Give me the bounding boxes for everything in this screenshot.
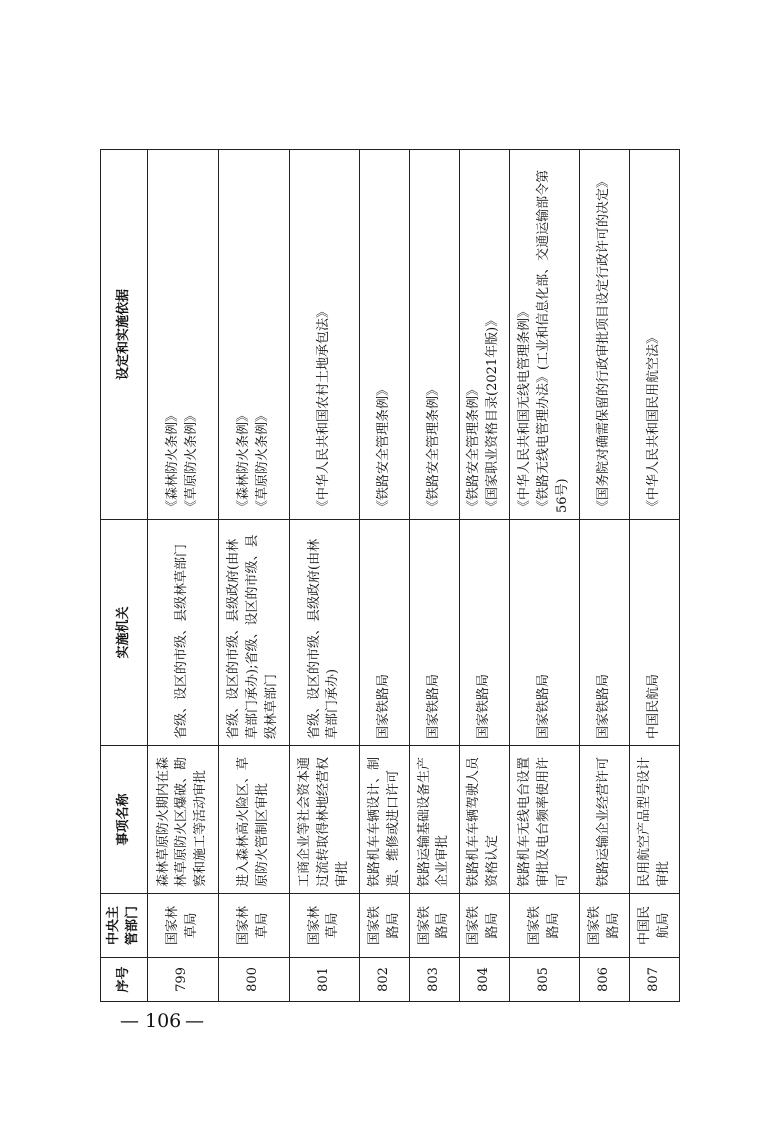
table-row — [289, 150, 360, 1002]
page-number — [120, 1010, 204, 1040]
cell-item: 民用航空产品型号设计审批 — [630, 746, 680, 894]
cell-item: 铁路机车车辆驾驶人员资格认定 — [459, 746, 509, 894]
basis-line: 《铁路无线电管理办法》(工业和信息化部、交通运输部令第56号) — [536, 169, 570, 513]
basis-line: 《草原防火条例》 — [183, 408, 199, 513]
cell-dept: 中国民航局 — [630, 894, 680, 958]
basis-line: 《国家职业资格目录(2021年版)》 — [485, 313, 501, 513]
cell-item: 工商企业等社会资本通过流转取得林地经营权审批 — [289, 746, 360, 894]
cell-agency: 省级、设区的市级、县级林草部门 — [148, 520, 219, 746]
cell-basis — [360, 150, 410, 520]
page-number-value: 106 — [145, 1010, 182, 1032]
cell-item: 铁路运输企业经营许可 — [580, 746, 630, 894]
table-row — [459, 150, 509, 1002]
basis-line: 《森林防火条例》 — [165, 408, 181, 513]
cell-agency: 国家铁路局 — [509, 520, 580, 746]
cell-basis — [148, 150, 219, 520]
page-number-dash-left: — — [120, 1010, 139, 1032]
cell-agency: 省级、设区的市级、县级政府(由林草部门承办) — [289, 520, 360, 746]
cell-basis — [459, 150, 509, 520]
cell-dept: 国家铁路局 — [410, 894, 460, 958]
cell-basis — [218, 150, 289, 520]
table-row — [410, 150, 460, 1002]
header-item: 事项名称 — [101, 746, 148, 894]
table-row — [218, 150, 289, 1002]
cell-item: 进入森林高火险区、草原防火管制区审批 — [218, 746, 289, 894]
table-row — [630, 150, 680, 1002]
header-dept: 中央主管部门 — [101, 894, 148, 958]
table-row — [148, 150, 219, 1002]
cell-basis — [410, 150, 460, 520]
table-row — [580, 150, 630, 1002]
table-header-row — [101, 150, 148, 1002]
cell-agency: 国家铁路局 — [410, 520, 460, 746]
basis-line: 《中华人民共和国民用航空法》 — [646, 330, 662, 513]
cell-agency: 国家铁路局 — [580, 520, 630, 746]
cell-dept: 国家铁路局 — [509, 894, 580, 958]
cell-seq: 800 — [218, 958, 289, 1002]
cell-dept: 国家林草局 — [289, 894, 360, 958]
approval-items-table — [100, 149, 680, 1002]
cell-seq: 801 — [289, 958, 360, 1002]
cell-seq: 806 — [580, 958, 630, 1002]
cell-dept: 国家铁路局 — [580, 894, 630, 958]
basis-line: 《中华人民共和国无线电管理条例》 — [517, 304, 533, 513]
cell-item: 铁路机车无线电台设置审批及电台频率使用许可 — [509, 746, 580, 894]
page-number-dash-right: — — [185, 1010, 204, 1032]
cell-basis — [630, 150, 680, 520]
cell-item: 铁路运输基础设备生产企业审批 — [410, 746, 460, 894]
cell-seq: 805 — [509, 958, 580, 1002]
cell-agency: 国家铁路局 — [360, 520, 410, 746]
basis-line: 《草原防火条例》 — [254, 408, 270, 513]
cell-seq: 804 — [459, 958, 509, 1002]
cell-seq: 807 — [630, 958, 680, 1002]
cell-item: 森林草原防火期内在森林草原防火区爆破、勘察和施工等活动审批 — [148, 746, 219, 894]
cell-agency: 省级、设区的市级、县级政府(由林草部门承办);省级、设区的市级、县级林草部门 — [218, 520, 289, 746]
header-seq: 序号 — [101, 958, 148, 1002]
table-row — [509, 150, 580, 1002]
cell-dept: 国家铁路局 — [360, 894, 410, 958]
basis-line: 《中华人民共和国农村土地承包法》 — [315, 304, 331, 513]
basis-line: 《国务院对确需保留的行政审批项目设定行政许可的决定》 — [596, 174, 612, 513]
basis-line: 《铁路安全管理条例》 — [466, 382, 482, 513]
cell-dept: 国家铁路局 — [459, 894, 509, 958]
cell-item: 铁路机车车辆设计、制造、维修或进口许可 — [360, 746, 410, 894]
cell-seq: 802 — [360, 958, 410, 1002]
cell-agency: 国家铁路局 — [459, 520, 509, 746]
cell-dept: 国家林草局 — [148, 894, 219, 958]
header-basis: 设定和实施依据 — [101, 150, 148, 520]
basis-line: 《铁路安全管理条例》 — [426, 382, 442, 513]
cell-basis — [509, 150, 580, 520]
basis-line: 《森林防火条例》 — [235, 408, 251, 513]
table-row — [360, 150, 410, 1002]
rotated-table-container — [100, 150, 680, 1002]
basis-line: 《铁路安全管理条例》 — [376, 382, 392, 513]
cell-seq: 799 — [148, 958, 219, 1002]
cell-dept: 国家林草局 — [218, 894, 289, 958]
cell-seq: 803 — [410, 958, 460, 1002]
cell-basis — [580, 150, 630, 520]
header-agency: 实施机关 — [101, 520, 148, 746]
cell-agency: 中国民航局 — [630, 520, 680, 746]
cell-basis — [289, 150, 360, 520]
